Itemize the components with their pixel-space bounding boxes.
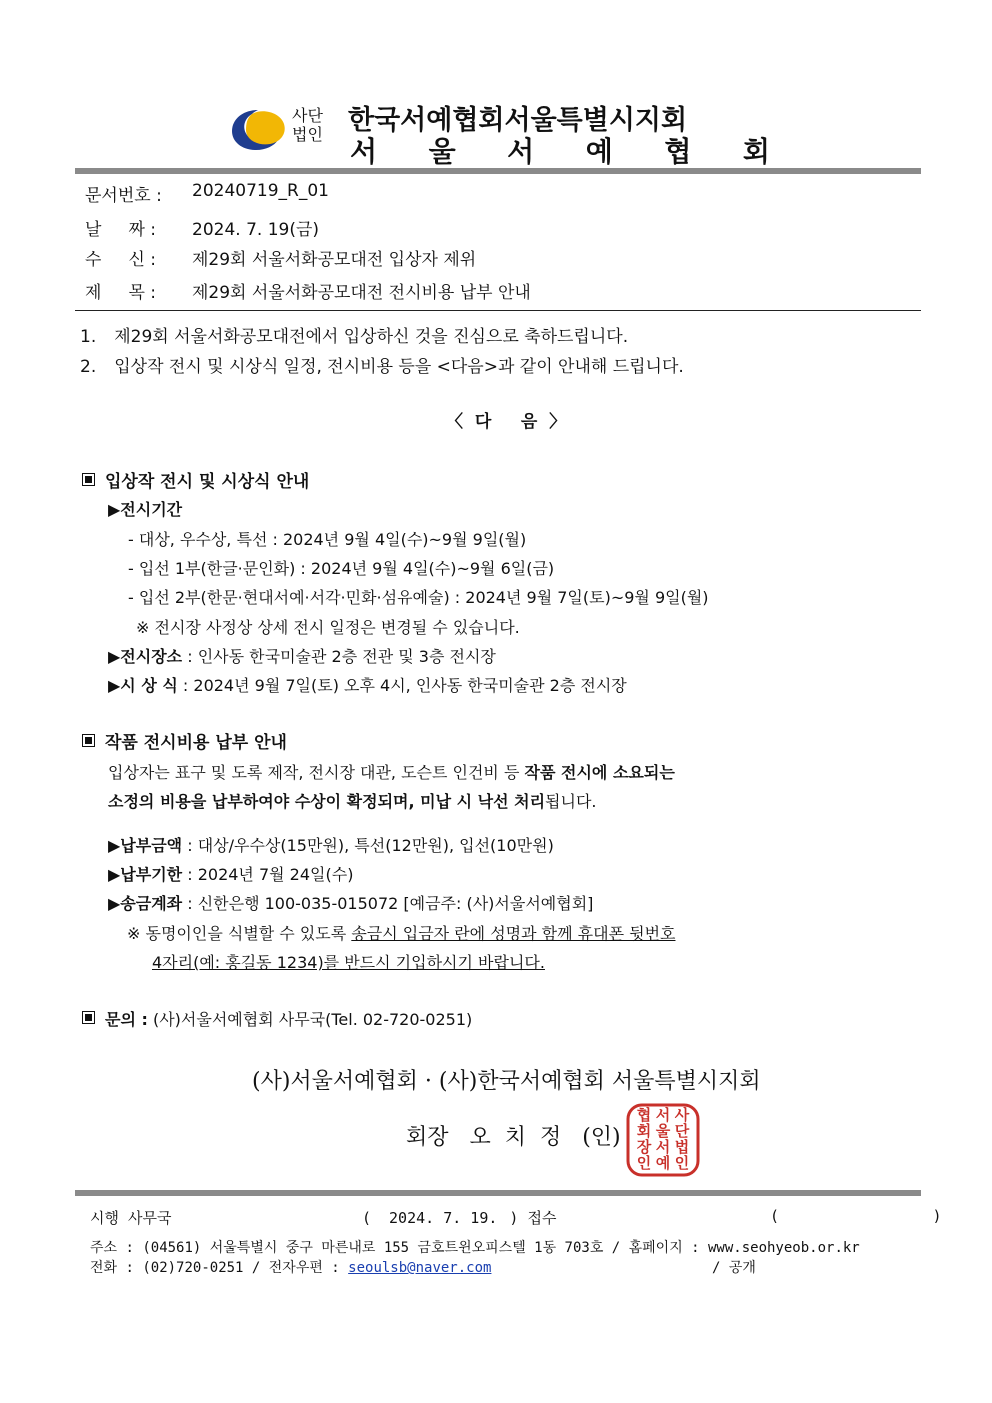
footer-address: 주소 : (04561) 서울특별시 중구 마른내로 155 금호트윈오피스텔 1동 703호 / 홈페이지 : www.seohyeob.or.kr xyxy=(90,1240,860,1256)
president-line: 회장 오 치 정 (인) xyxy=(406,1125,621,1150)
date-label: 날 짜 : xyxy=(85,220,156,240)
association-short-name: 서 울 서 예 협 회 xyxy=(350,135,770,168)
seal-char: 울 xyxy=(655,1122,671,1140)
period-label: ▶전시기간 xyxy=(108,500,183,519)
intro-item: 1. 제29회 서울서화공모대전에서 입상하신 것을 진심으로 축하드립니다. xyxy=(80,327,629,347)
period-note: ※ 전시장 사정상 상세 전시 일정은 변경될 수 있습니다. xyxy=(136,618,520,637)
deposit-note: ※ 동명이인을 식별할 수 있도록 송금시 입금자 란에 성명과 함께 휴대폰 뒷번호 xyxy=(127,924,676,943)
next-heading: 〈 다 음 〉 xyxy=(446,412,567,432)
deposit-note-cont: 4자리(예: 홍길동 1234)를 반드시 기입하시기 바랍니다. xyxy=(152,953,545,972)
fee-paragraph-line: 소정의 비용을 납부하여야 수상이 확정되며, 미납 시 낙선 처리됩니다. xyxy=(108,792,597,811)
official-seal-icon xyxy=(625,1102,701,1178)
period-item: - 대상, 우수상, 특선 : 2024년 9월 4일(수)~9월 9일(월) xyxy=(128,530,527,549)
section-fee: 작품 전시비용 납부 안내 xyxy=(82,728,287,753)
period-item: - 입선 1부(한글·문인화) : 2024년 9월 4일(수)~9월 6일(금) xyxy=(128,559,555,578)
email-link[interactable]: seoulsb@naver.com xyxy=(348,1260,492,1276)
square-bullet-icon xyxy=(82,473,95,486)
intro-item: 2. 입상작 전시 및 시상식 일정, 전시비용 등을 <다음>과 같이 안내해 드립니다. xyxy=(80,357,684,377)
seal-char: 장 xyxy=(636,1138,652,1156)
amount-row: ▶납부금액 : 대상/우수상(15만원), 특선(12만원), 입선(10만원) xyxy=(108,836,554,855)
subject: 제29회 서울서화공모대전 전시비용 납부 안내 xyxy=(192,283,531,303)
recipient: 제29회 서울서화공모대전 입상자 제위 xyxy=(192,250,477,270)
period-item: - 입선 2부(한문·현대서예·서각·민화·섬유예술) : 2024년 9월 7일(토)~9월 9일(월) xyxy=(128,588,709,607)
square-bullet-icon xyxy=(82,734,95,747)
association-logo xyxy=(228,104,288,154)
footer-dept: 시행 사무국 xyxy=(90,1209,172,1227)
issuer-orgs: (사)서울서예협회 · (사)한국서예협회 서울특별시지회 xyxy=(252,1069,761,1094)
ceremony-row: ▶시 상 식 : 2024년 9월 7일(토) 오후 4시, 인사동 한국미술관 2층 전시장 xyxy=(108,676,627,695)
account-row: ▶송금계좌 : 신한은행 100-035-015072 [예금주: (사)서울서예협회] xyxy=(108,894,594,913)
section-exhibition: 입상작 전시 및 시상식 안내 xyxy=(82,467,309,492)
venue-row: ▶전시장소 : 인사동 한국미술관 2층 전관 및 3층 전시장 xyxy=(108,647,496,666)
seal-char: 법 xyxy=(674,1138,690,1156)
footer-rule xyxy=(75,1190,921,1196)
seal-char: 서 xyxy=(655,1106,671,1124)
subject-label: 제 목 : xyxy=(85,283,156,303)
seal-char: 인 xyxy=(674,1154,690,1172)
header-rule xyxy=(75,168,921,174)
seal-char: 단 xyxy=(674,1122,690,1140)
seal-char: 예 xyxy=(655,1154,671,1172)
seal-char: 사 xyxy=(674,1106,690,1124)
seal-char: 협 xyxy=(636,1106,652,1124)
seal-char: 인 xyxy=(636,1154,652,1172)
meta-rule xyxy=(75,310,921,311)
deadline-row: ▶납부기한 : 2024년 7월 24일(수) xyxy=(108,865,354,884)
inquiry: 문의 : (사)서울서예협회 사무국(Tel. 02-720-0251) xyxy=(82,1007,472,1030)
recipient-label: 수 신 : xyxy=(85,250,156,270)
doc-no: 20240719_R_01 xyxy=(192,181,329,201)
doc-no-label: 문서번호 : xyxy=(85,186,162,206)
doc-date: 2024. 7. 19(금) xyxy=(192,220,320,240)
footer-blank: ( ) xyxy=(770,1207,942,1225)
footer-contact: 전화 : (02)720-0251 / 전자우편 : seoulsb@naver.com xyxy=(90,1260,492,1276)
footer-public: / 공개 xyxy=(712,1260,756,1276)
corporation-type: 사단 법인 xyxy=(292,106,323,144)
footer-receipt: ( 2024. 7. 19. ) 접수 xyxy=(362,1209,557,1227)
square-bullet-icon xyxy=(82,1011,95,1024)
association-name: 한국서예협회서울특별시지회 xyxy=(348,105,688,136)
fee-paragraph-line: 입상자는 표구 및 도록 제작, 전시장 대관, 도슨트 인건비 등 작품 전시에 소요되는 xyxy=(108,763,675,782)
seal-char: 서 xyxy=(655,1138,671,1156)
seal-char: 회 xyxy=(636,1122,652,1140)
